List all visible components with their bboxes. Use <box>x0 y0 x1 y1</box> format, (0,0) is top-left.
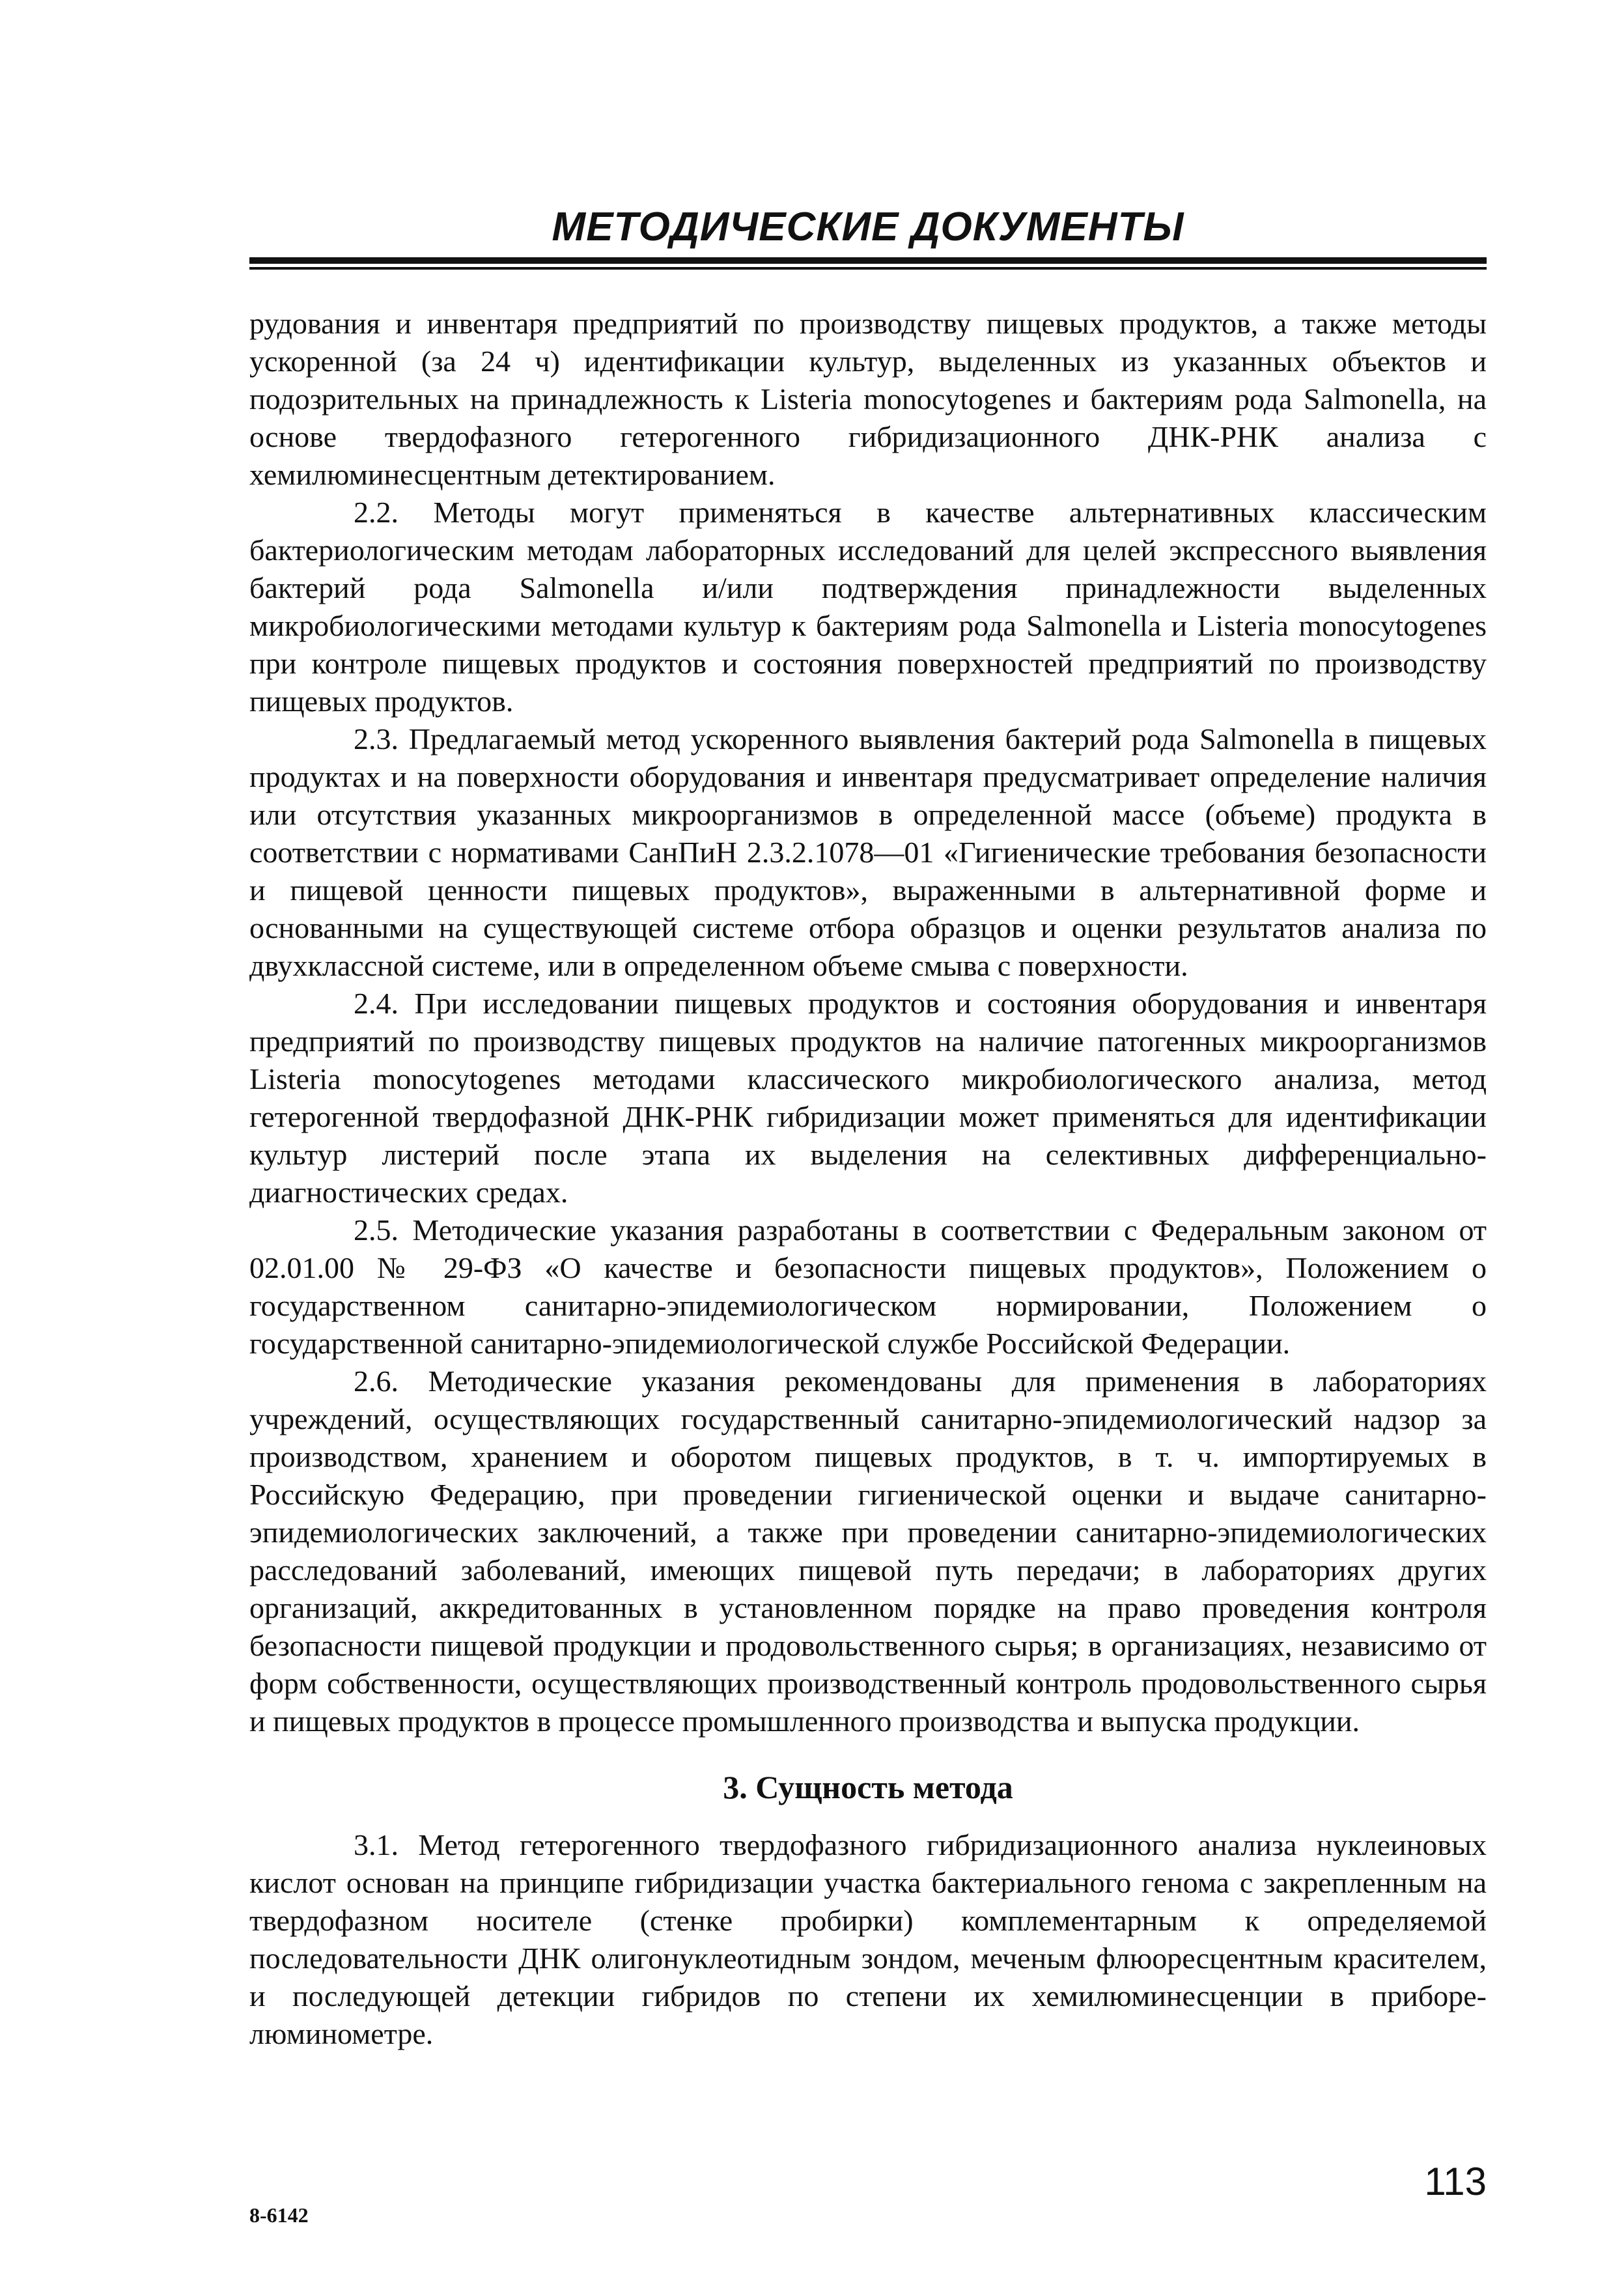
paragraph-2-2: 2.2. Методы могут применяться в качестве альтернативных классическим бактериологическим методам лабораторных исследований для целей экспрессного выявления бактерий рода Salmonella и/или подтверждения принадлежности выделенных микробиологическими методами культур к бактериям рода Salmonella и Listeria monocytogenes при контроле пищевых продуктов и состояния поверхностей предприятий по производству пищевых продуктов. <box>249 496 1487 718</box>
header-rule-thin <box>249 267 1487 270</box>
header-rule-thick <box>249 257 1487 264</box>
paragraph-3-1: 3.1. Метод гетерогенного твердофазного гибридизационного анализа нуклеиновых кислот основан на принципе гибридизации участка бактериального генома с закрепленным на твердофазном носителе (стенке пробирки) комплементарным к определяемой последовательности ДНК олигонуклеотидным зондом, меченым флюоресцентным красителем, и последующей детекции гибридов по степени их хемилюминесценции в приборе-люминометре. <box>249 1828 1487 2050</box>
running-header-title: МЕТОДИЧЕСКИЕ ДОКУМЕНТЫ <box>552 205 1184 249</box>
paragraph-continuation: рудования и инвентаря предприятий по производству пищевых продуктов, а также методы ускоренной (за 24 ч) идентификации культур, выделенных из указанных объектов и подозрительных на принадлежность к Listeria monocytogenes и бактериям рода Salmonella, на основе твердофазного гетерогенного гибридизационного ДНК-РНК анализа с хемилюминесцентным детектированием. <box>249 307 1487 491</box>
paragraph-2-4: 2.4. При исследовании пищевых продуктов и состояния оборудования и инвентаря предприятий по производству пищевых продуктов на наличие патогенных микроорганизмов Listeria monocytogenes методами классического микробиологического анализа, метод гетерогенной твердофазной ДНК-РНК гибридизации может применяться для идентификации культур листерий после этапа их выделения на селективных дифференциально-диагностических средах. <box>249 987 1487 1209</box>
page-body <box>249 305 1487 2053</box>
printer-signature: 8-6142 <box>249 2203 309 2227</box>
page-number: 113 <box>1424 2160 1487 2203</box>
section-3-heading: 3. Сущность метода <box>723 1769 1013 1805</box>
paragraph-2-6: 2.6. Методические указания рекомендованы для применения в лабораториях учреждений, осуществляющих государственный санитарно-эпидемиологический надзор за производством, хранением и оборотом пищевых продуктов, в т. ч. импортируемых в Российскую Федерацию, при проведении гигиенической оценки и выдаче санитарно-эпидемиологических заключений, а также при проведении санитарно-эпидемиологических расследований заболеваний, имеющих пищевой путь передачи; в лабораториях других организаций, аккредитованных в установленном порядке на право проведения контроля безопасности пищевой продукции и продовольственного сырья; в организациях, независимо от форм собственности, осуществляющих производственный контроль продовольственного сырья и пищевых продуктов в процессе промышленного производства и выпуска продукции. <box>249 1364 1487 1738</box>
paragraph-2-3: 2.3. Предлагаемый метод ускоренного выявления бактерий рода Salmonella в пищевых продуктах и на поверхности оборудования и инвентаря предусматривает определение наличия или отсутствия указанных микроорганизмов в определенной массе (объеме) продукта в соответствии с нормативами СанПиН 2.3.2.1078—01 «Гигиенические требования безопасности и пищевой ценности пищевых продуктов», выраженными в альтернативной форме и основанными на существующей системе отбора образцов и оценки результатов анализа по двухклассной системе, или в определенном объеме смыва с поверхности. <box>249 722 1487 982</box>
paragraph-2-5: 2.5. Методические указания разработаны в соответствии с Федеральным законом от 02.01.00 № 29-ФЗ «О качестве и безопасности пищевых продуктов», Положением о государственном санитарно-эпидемиологическом нормировании, Положением о государственной санитарно-эпидемиологической службе Российской Федерации. <box>249 1213 1487 1360</box>
